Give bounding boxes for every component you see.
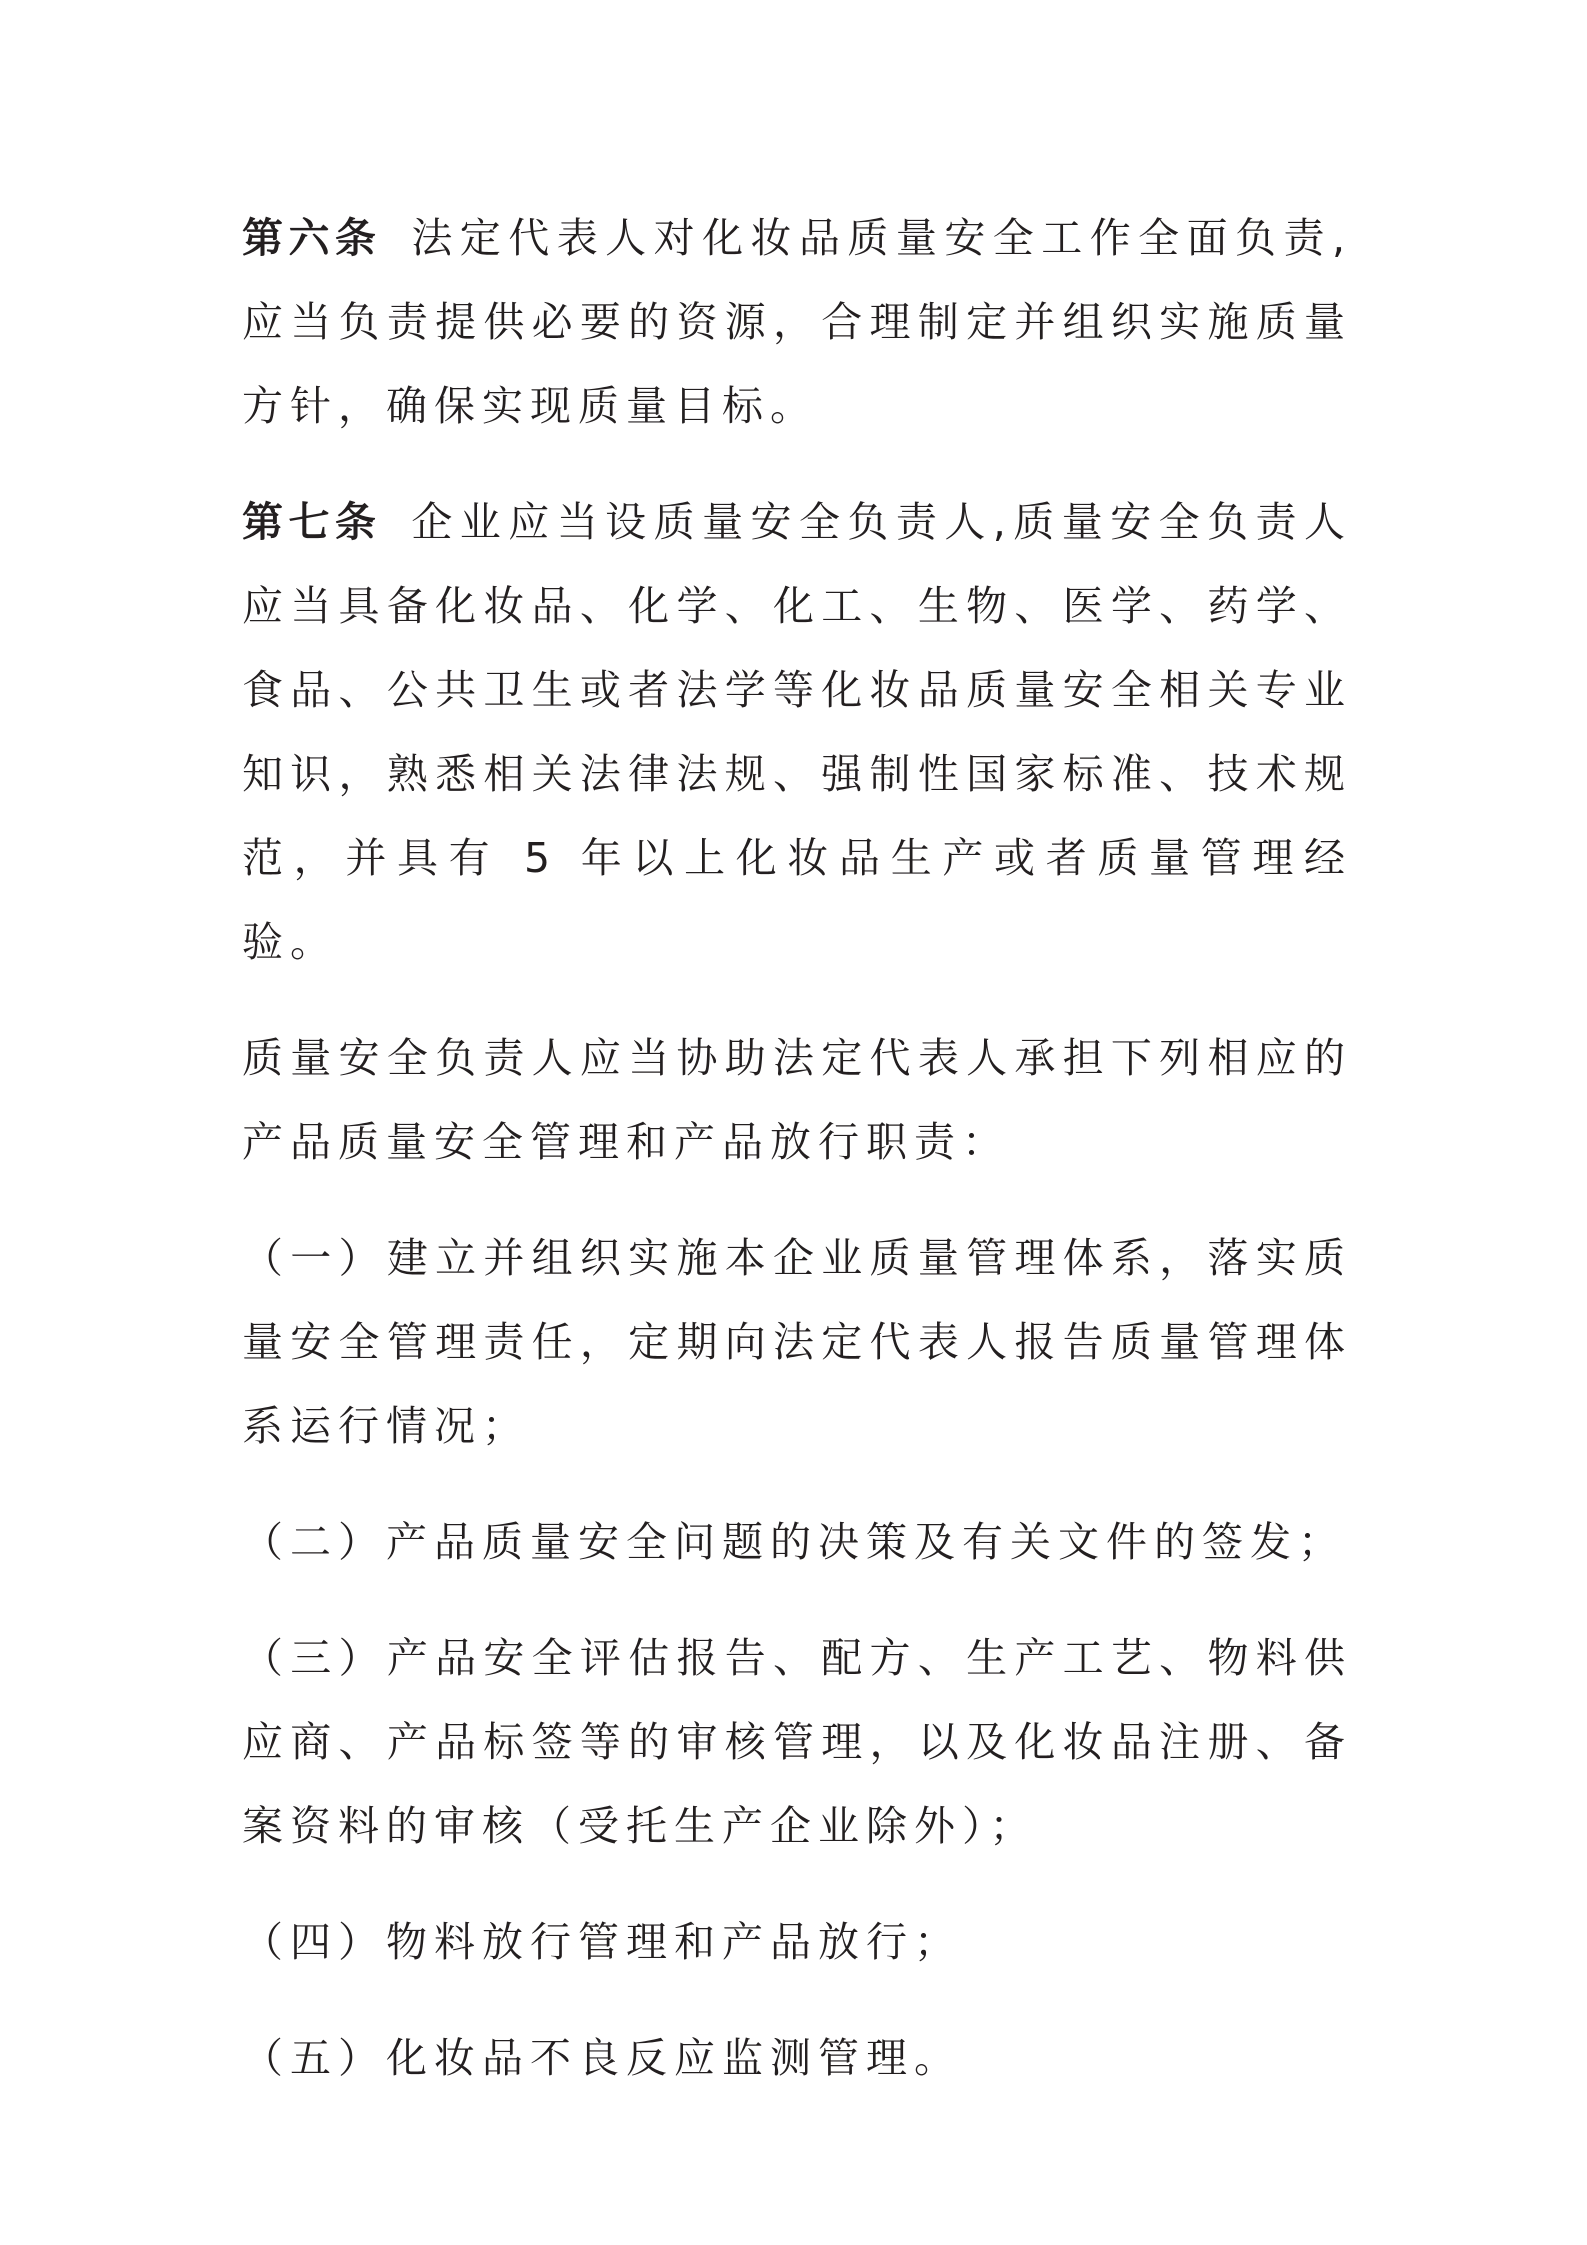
- article-6: [242, 196, 1352, 448]
- duty-item-5: （五）化妆品不良反应监测管理。: [242, 2034, 962, 2082]
- duty-item-2: （二）产品质量安全问题的决策及有关文件的签发；: [242, 1518, 1346, 1566]
- duty-item-4: （四）物料放行管理和产品放行；: [242, 1918, 962, 1966]
- article-text: 法定代表人对化妆品质量安全工作全面负责,应当负责提供必要的资源，合理制定并组织实施质量方针，确保实现质量目标。: [242, 214, 1352, 430]
- duty-item-3: （三）产品安全评估报告、配方、生产工艺、物料供应商、产品标签等的审核管理，以及化妆品注册、备案资料的审核（受托生产企业除外）；: [242, 1634, 1352, 1850]
- article-7: [242, 480, 1352, 984]
- article-text: 企业应当设质量安全负责人,质量安全负责人应当具备化妆品、化学、化工、生物、医学、药学、食品、公共卫生或者法学等化妆品质量安全相关专业知识，熟悉相关法律法规、强制性国家标准、技术规范，并具有 5 年以上化妆品生产或者质量管理经验。: [242, 498, 1352, 966]
- duty-intro: 质量安全负责人应当协助法定代表人承担下列相应的产品质量安全管理和产品放行职责：: [242, 1034, 1352, 1166]
- article-number: 第七条: [242, 498, 382, 546]
- duty-item-1: （一）建立并组织实施本企业质量管理体系，落实质量安全管理责任，定期向法定代表人报告质量管理体系运行情况；: [242, 1234, 1352, 1450]
- document-body: [242, 196, 1352, 2132]
- article-number: 第六条: [242, 214, 382, 262]
